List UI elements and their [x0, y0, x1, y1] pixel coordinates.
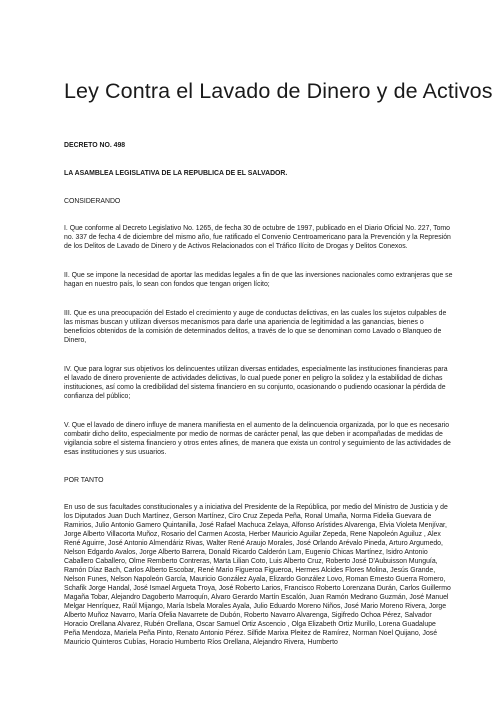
considerando-paragraph-1: I. Que conforme al Decreto Legislativo No. 1265, de fecha 30 de octubre de 1997, publicado en el Diario Oficial No. 227, Tomo no. 337 de fecha 4 de diciembre del mismo año, fue ratificado el Convenio Centroamericano para la Prevención y la Represión de los Delitos de Lavado de Dinero y de Activos Relacionados con el Tráfico Ilícito de Drogas y Delitos Conexos.	[64, 225, 451, 250]
decreto-number: DECRETO NO. 498	[64, 142, 126, 149]
considerando-heading: CONSIDERANDO	[64, 198, 121, 205]
considerando-paragraph-4: IV. Que para lograr sus objetivos los delincuentes utilizan diversas entidades, especialmente las instituciones financieras para el lavado de dinero proveniente de actividades delictivas, lo cual puede poner en peligro la solidez y la estabilidad de dichas instituciones, así como la credibilidad del sistema financiero en su conjunto, ocasionando o pudiendo ocasionar la pérdida de confianza del público;	[64, 366, 448, 400]
considerando-paragraph-3: III. Que es una preocupación del Estado el crecimiento y auge de conductas delictivas, en las cuales los sujetos culpables de las mismas buscan y utilizan diversos mecanismos para darle una apariencia de legitimidad a las ganancias, bienes o beneficios obtenidos de la comisión de determinados delitos, a través de lo que se denominan como Lavado o Blanqueo de Dinero,	[64, 310, 447, 344]
document-title: Ley Contra el Lavado de Dinero y de Activos	[64, 79, 493, 103]
considerando-paragraph-5: V. Que el lavado de dinero influye de manera manifiesta en el aumento de la delincuencia organizada, por lo que es necesario combatir dicho delito, especialmente por medio de normas de carácter penal, las que deben ir acompañadas de medidas de vigilancia sobre el sistema financiero y otros entes afines, de manera que exista un control y seguimiento de las actividades de esas instituciones y sus usuarios.	[64, 422, 451, 456]
asamblea-heading: LA ASAMBLEA LEGISLATIVA DE LA REPUBLICA DE EL SALVADOR.	[64, 170, 288, 177]
final-paragraph: En uso de sus facultades constitucionales y a iniciativa del Presidente de la República, por medio del Ministro de Justicia y de los Diputados Juan Duch Martínez, Gerson Martínez, Ciro Cruz Zepeda Peña, Ronal Umaña, Norma Fidelia Guevara de Ramirios, Julio Antonio Gamero Quintanilla, José Rafael Machuca Zelaya, Alfonso Arístides Alvarenga, Elvia Violeta Menjívar, Jorge Alberto Villacorta Muñoz, Rosario del Carmen Acosta, Herber Mauricio Aguilar Zepeda, Rene Napoleón Aguiluz , Alex René Aguirre, José Antonio Almendáriz Rivas, Walter René Araujo Morales, José Orlando Arévalo Pineda, Arturo Argumedo, Nelson Edgardo Avalos, Jorge Alberto Barrera, Donald Ricardo Calderón Lam, Eugenio Chicas Martínez, Isidro Antonio Caballero Caballero, Olme Remberto Contreras, Marta Lilian Coto, Luis Alberto Cruz, Roberto José D'Aubuisson Munguía, Ramón Díaz Bach, Carlos Alberto Escobar, René Mario Figueroa Figueroa, Hermes Alcides Flores Molina, Jesús Grande, Nelson Funes, Nelson Napoleón García, Mauricio González Ayala, Elizardo González Lovo, Roman Ernesto Guerra Romero, Schafik Jorge Handal, José Ismael Argueta Troya, José Roberto Larios, Francisco Roberto Lorenzana Durán, Carlos Guillermo Magaña Tobar, Alejandro Dagoberto Marroquín, Alvaro Gerardo Martín Escalón, Juan Ramón Medrano Guzmán, José Manuel Melgar Henríquez, Raúl Mijango, María Isbela Morales Ayala, Julio Eduardo Moreno Niños, José Mario Moreno Rivera, Jorge Alberto Muñoz Navarro, María Ofelia Navarrete de Dubón, Roberto Navarro Alvarenga, Sigifredo Ochoa Pérez, Salvador Horacio Orellana Alvarez, Rubén Orellana, Oscar Samuel Ortiz Ascencio , Olga Elizabeth Ortiz Murillo, Lorena Guadalupe Peña Mendoza, Mariela Peña Pinto, Renato Antonio Pérez. Silfide Marixa Pleitez de Ramírez, Norman Noel Quijano, José Mauricio Quinteros Cubías, Horacio Humberto Ríos Orellana, Alejandro Rivera, Humberto	[64, 504, 451, 646]
por-tanto-heading: POR TANTO	[64, 477, 104, 484]
considerando-paragraph-2: II. Que se impone la necesidad de aportar las medidas legales a fin de que las inversiones nacionales como extranjeras que se hagan en nuestro país, lo sean con fondos que tengan origen lícito;	[64, 272, 453, 288]
document-page	[0, 78, 495, 718]
